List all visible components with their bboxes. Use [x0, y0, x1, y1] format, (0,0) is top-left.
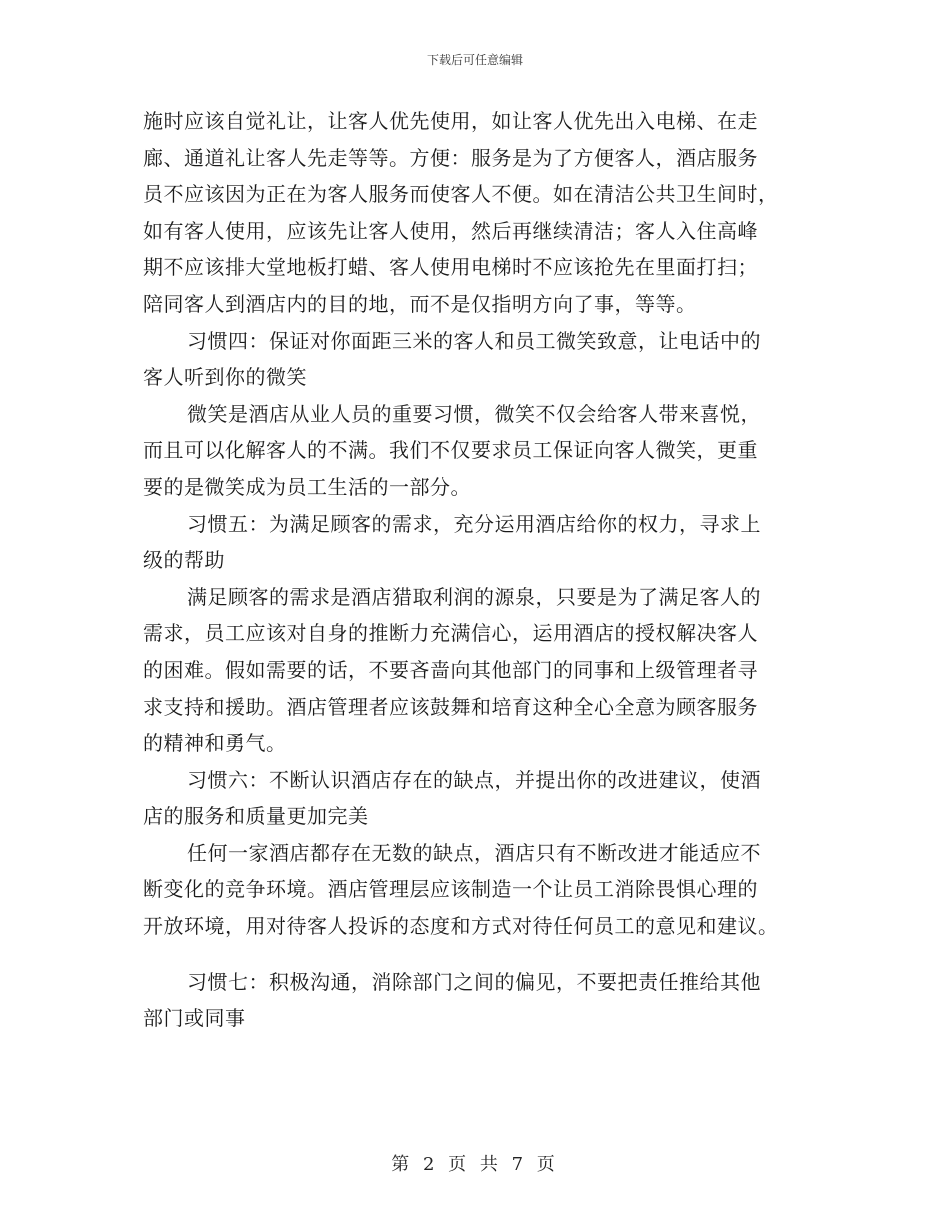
text-line: 求支持和援助。酒店管理者应该鼓舞和培育这种全心全意为顾客服务	[143, 694, 758, 719]
text-line: 而且可以化解客人的不满。我们不仅要求员工保证向客人微笑，更重	[143, 438, 758, 463]
text-line: 陪同客人到酒店内的目的地，而不是仅指明方向了事，等等。	[143, 291, 697, 316]
page-header: 下载后可任意编辑	[426, 53, 523, 67]
text-line: 开放环境，用对待客人投诉的态度和方式对待任何员工的意见和建议。	[143, 914, 779, 939]
text-line: 满足顾客的需求是酒店猎取利润的源泉，只要是为了满足客人的	[187, 584, 761, 609]
text-line: 断变化的竞争环境。酒店管理层应该制造一个让员工消除畏惧心理的	[143, 877, 758, 902]
text-line: 要的是微笑成为员工生活的一部分。	[143, 474, 471, 499]
text-line: 任何一家酒店都存在无数的缺点，酒店只有不断改进才能适应不	[187, 840, 761, 865]
habit-heading-4-cont: 客人听到你的微笑	[143, 365, 307, 390]
habit-heading-5-cont: 级的帮助	[143, 548, 225, 573]
habit-heading-5: 习惯五：为满足顾客的需求，充分运用酒店给你的权力，寻求上	[187, 511, 761, 536]
habit-heading-4: 习惯四：保证对你面距三米的客人和员工微笑致意，让电话中的	[187, 328, 761, 353]
paragraph-spacer	[143, 945, 807, 964]
page-number: 第 2 页 共 7 页	[391, 1154, 559, 1175]
text-line: 施时应该自觉礼让，让客人优先使用，如让客人优先出入电梯、在走	[143, 109, 758, 133]
text-line: 的精神和勇气。	[143, 731, 287, 756]
text-line: 期不应该排大堂地板打蜡、客人使用电梯时不应该抢先在里面打扫；	[143, 255, 758, 280]
habit-heading-6: 习惯六：不断认识酒店存在的缺点，并提出你的改进建议，使酒	[187, 767, 761, 792]
text-line: 的困难。假如需要的话，不要吝啬向其他部门的同事和上级管理者寻	[143, 657, 758, 682]
habit-heading-7-cont: 部门或同事	[143, 1006, 246, 1031]
text-line: 如有客人使用，应该先让客人使用，然后再继续清洁；客人入住高峰	[143, 218, 758, 243]
text-line: 需求，员工应该对自身的推断力充满信心，运用酒店的授权解决客人	[143, 621, 758, 646]
text-line: 微笑是酒店从业人员的重要习惯，微笑不仅会给客人带来喜悦，	[187, 401, 761, 426]
habit-heading-6-cont: 店的服务和质量更加完美	[143, 804, 369, 829]
habit-heading-7: 习惯七：积极沟通，消除部门之间的偏见，不要把责任推给其他	[187, 969, 761, 994]
text-line: 廊、通道礼让客人先走等等。方便：服务是为了方便客人，酒店服务	[143, 145, 758, 170]
document-body	[143, 103, 807, 1037]
text-line: 员不应该因为正在为客人服务而使客人不便。如在清洁公共卫生间时，	[143, 182, 779, 207]
